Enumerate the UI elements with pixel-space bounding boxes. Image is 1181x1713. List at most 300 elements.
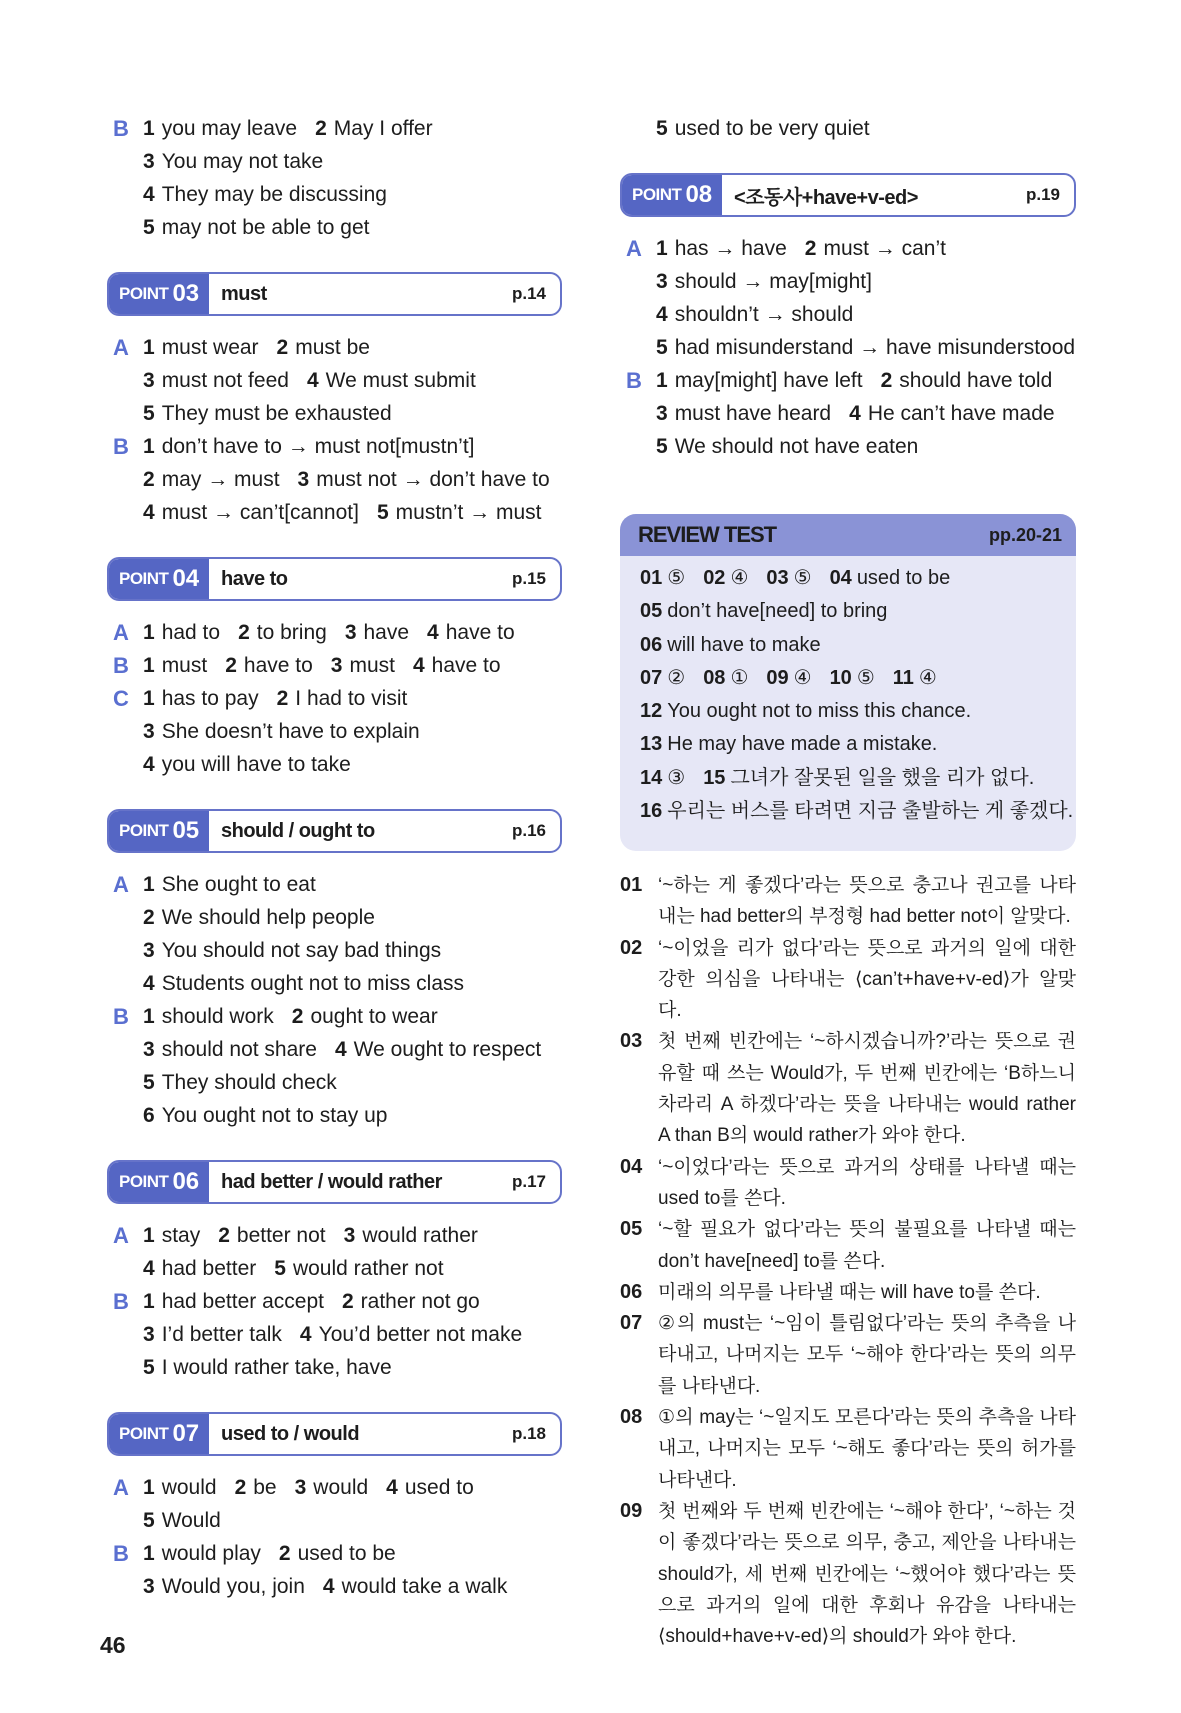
answer-number: 3: [344, 621, 357, 644]
answer-number: 3: [143, 1323, 155, 1346]
explanation-text: ‘~이었을 리가 없다’라는 뜻으로 과거의 일에 대한 강한 의심을 나타내는 ⟨can’t+have+v-ed⟩가 알맞다.: [658, 937, 1076, 1022]
answer-item: [335, 1038, 541, 1061]
answer-item: [143, 216, 370, 239]
explanation-number: 09: [620, 1499, 643, 1522]
explanation-number: 06: [620, 1280, 643, 1303]
review-answer: [640, 600, 887, 622]
answer-text: We should help people: [161, 906, 375, 929]
answer-item: [298, 468, 550, 491]
answer-number: 3: [143, 939, 155, 962]
review-test-box: [620, 514, 1076, 851]
answer-text: We must submit: [325, 369, 476, 392]
answer-text: They should check: [161, 1071, 337, 1094]
answer-text: would: [161, 1476, 217, 1499]
explanation-item: [620, 1152, 1076, 1215]
review-test-answers: [620, 556, 1076, 828]
answer-text: He can’t have made: [867, 402, 1055, 425]
answer-item: [218, 1224, 325, 1247]
answer-item: [143, 1071, 337, 1094]
answer-item: [143, 117, 297, 140]
review-number: 01: [640, 567, 663, 589]
review-row: [640, 695, 1076, 728]
answer-text: to bring: [256, 621, 327, 644]
answer-line: [107, 1099, 562, 1132]
explanation-item: [620, 1496, 1076, 1652]
explanation-text: 첫 번째와 두 번째 빈칸에는 ‘~해야 한다’, ‘~하는 것이 좋겠다’라는 뜻으로 의무, 충고, 제안을 나타내는 should가, 세 번째 빈칸에는 ‘~했어야 했다’라는 뜻으로 과거의 일에 대한 후회나 유감을 나타내는 ⟨should+have+v-ed⟩의 should가 와야 한다.: [658, 1500, 1076, 1648]
point-header: [107, 1160, 562, 1204]
explanation-text: ‘~하는 게 좋겠다’라는 뜻으로 충고나 권고를 나타내는 had better의 부정형 had better not이 알맞다.: [658, 875, 1076, 928]
answer-text: We ought to respect: [353, 1038, 542, 1061]
answer-item: [315, 117, 433, 140]
answer-text: must have heard: [674, 402, 832, 425]
review-answer: [766, 567, 811, 589]
review-row: [640, 762, 1076, 795]
answer-text: Would you, join: [161, 1575, 305, 1598]
section-letter: B: [113, 116, 129, 141]
point-page: p.18: [511, 1424, 546, 1443]
point-page: p.14: [511, 284, 546, 303]
review-number: 10: [829, 666, 852, 689]
answer-item: [656, 303, 853, 326]
answer-text: would: [313, 1476, 369, 1499]
answer-item: [377, 501, 542, 524]
answer-number: 2: [291, 1005, 304, 1028]
point-badge: [622, 175, 722, 215]
answer-line: [620, 397, 1076, 430]
answer-number: 1: [143, 1476, 155, 1499]
answer-line: [107, 1537, 562, 1570]
answer-text: have to: [445, 621, 515, 644]
point-title: have to: [221, 567, 288, 590]
answer-line: [107, 1252, 562, 1285]
answer-text: You ought not to stay up: [161, 1104, 388, 1127]
review-text: He may have made a mistake.: [667, 733, 938, 756]
explanation-item: [620, 1308, 1076, 1402]
point-title: used to / would: [221, 1422, 360, 1445]
answer-text: you may leave: [161, 117, 298, 140]
review-answer: [893, 667, 937, 689]
answer-item: [295, 1476, 369, 1499]
review-number: 15: [703, 766, 726, 789]
answer-item: [143, 402, 392, 425]
answer-item: [143, 1290, 324, 1313]
review-answer: [766, 667, 811, 689]
explanation-item: [620, 1214, 1076, 1277]
point-badge: [109, 559, 209, 599]
answer-number: 1: [143, 621, 155, 644]
answer-item: [331, 654, 395, 677]
answer-text: better not: [236, 1224, 326, 1247]
answer-number: 2: [880, 369, 893, 392]
answer-text: had better accept: [161, 1290, 324, 1313]
point-title: should / ought to: [221, 819, 375, 842]
review-number: 08: [703, 666, 726, 689]
answer-line: [107, 682, 562, 715]
answer-number: 4: [849, 402, 861, 425]
answer-group: [107, 616, 562, 649]
review-text: 우리는 버스를 타려면 지금 출발하는 게 좋겠다.: [667, 800, 1074, 823]
answer-number: 3: [143, 1038, 155, 1061]
answer-item: [274, 1257, 443, 1280]
point-label: POINT: [119, 1424, 169, 1443]
answer-number: 5: [143, 1509, 155, 1532]
answer-item: [345, 621, 409, 644]
answer-text: She ought to eat: [161, 873, 316, 896]
review-test-title: REVIEW TEST: [638, 522, 777, 547]
answer-line: [107, 1066, 562, 1099]
answer-text: shouldn’t → should: [674, 303, 854, 326]
answer-text: You should not say bad things: [161, 939, 442, 962]
answer-number: 2: [341, 1290, 354, 1313]
answer-line: [107, 1351, 562, 1384]
answer-number: 4: [427, 621, 439, 644]
explanation-text: 미래의 의무를 나타낼 때는 will have to를 쓴다.: [658, 1281, 1041, 1303]
answer-number: 1: [143, 117, 155, 140]
section-letter: A: [113, 620, 129, 645]
answer-line: [107, 748, 562, 781]
left-column: [107, 112, 562, 1631]
answer-item: [143, 1257, 256, 1280]
answer-text: must not feed: [161, 369, 289, 392]
review-text: ④: [793, 666, 812, 689]
review-answer: [830, 667, 875, 689]
answer-text: have to: [431, 654, 501, 677]
answer-item: [143, 1575, 305, 1598]
answer-line: [107, 1285, 562, 1318]
answer-number: 3: [330, 654, 343, 677]
point-label: POINT: [119, 284, 169, 303]
answer-text: Students ought not to miss class: [161, 972, 465, 995]
answer-item: [143, 753, 351, 776]
answer-text: They may be discussing: [161, 183, 387, 206]
answer-number: 5: [274, 1257, 286, 1280]
answer-group: [107, 1219, 562, 1285]
answer-number: 1: [656, 237, 668, 260]
answer-line: [107, 649, 562, 682]
answer-line: [107, 364, 562, 397]
answer-text: I had to visit: [295, 687, 408, 710]
review-number: 16: [640, 800, 663, 823]
answer-item: [300, 1323, 522, 1346]
answer-group: [107, 1537, 562, 1603]
answer-number: 4: [322, 1575, 335, 1598]
review-row: [640, 629, 1076, 662]
answer-text: may[might] have left: [674, 369, 863, 392]
review-text: ②: [667, 666, 686, 689]
answer-item: [143, 1005, 274, 1028]
answer-text: be: [253, 1476, 277, 1499]
explanation-item: [620, 1277, 1076, 1308]
answer-text: must: [349, 654, 395, 677]
answer-number: 1: [143, 687, 155, 710]
answer-item: [143, 906, 375, 929]
answer-text: had misunderstand → have misunderstood: [674, 336, 1076, 359]
review-answer: [640, 700, 971, 722]
section-letter: C: [113, 686, 129, 711]
section-letter: A: [113, 872, 129, 897]
answer-text: used to be very quiet: [674, 117, 870, 140]
point-label: POINT: [632, 185, 682, 204]
review-answer: [640, 733, 937, 755]
answer-text: has to pay: [161, 687, 259, 710]
answer-text: You may not take: [161, 150, 324, 173]
review-number: 09: [766, 666, 789, 689]
point-badge: [109, 811, 209, 851]
answer-number: 1: [143, 336, 155, 359]
review-number: 13: [640, 733, 663, 756]
answer-item: [143, 873, 316, 896]
answer-item: [143, 1224, 200, 1247]
answer-item: [143, 687, 259, 710]
answer-text: would rather not: [292, 1257, 444, 1280]
answer-text: Would: [161, 1509, 221, 1532]
section-letter: B: [113, 434, 129, 459]
point-header: [107, 809, 562, 853]
answer-number: 5: [143, 1356, 155, 1379]
point-badge: [109, 1162, 209, 1202]
answer-number: 2: [276, 687, 289, 710]
answer-text: don’t have to → must not[mustn’t]: [161, 435, 475, 458]
answer-item: [279, 1542, 396, 1565]
point-number: 03: [172, 280, 200, 307]
answer-number: 3: [294, 1476, 307, 1499]
section-letter: B: [113, 1004, 129, 1029]
answer-item: [143, 1356, 392, 1379]
explanation-text: ‘~이었다’라는 뜻으로 과거의 상태를 나타낼 때는 used to를 쓴다.: [658, 1156, 1076, 1209]
answer-group: [107, 1000, 562, 1132]
answer-number: 4: [299, 1323, 312, 1346]
answer-line: [107, 868, 562, 901]
point-title: must: [221, 282, 267, 305]
review-answer: [640, 800, 1073, 822]
explanation-number: 03: [620, 1030, 643, 1053]
point-header: [107, 272, 562, 316]
answer-number: 1: [143, 1005, 155, 1028]
answer-line: [107, 1504, 562, 1537]
review-text: You ought not to miss this chance.: [667, 700, 972, 723]
answer-line: [107, 463, 562, 496]
answer-text: used to: [404, 1476, 474, 1499]
point-title: had better / would rather: [221, 1170, 442, 1193]
answer-item: [849, 402, 1054, 425]
answer-item: [143, 1038, 317, 1061]
answer-text: She doesn’t have to explain: [161, 720, 420, 743]
section-letter: A: [113, 1223, 129, 1248]
answer-text: have: [363, 621, 410, 644]
page-number: 46: [100, 1632, 126, 1658]
explanation-item: [620, 1402, 1076, 1496]
answer-item: [277, 687, 408, 710]
answer-text: must → can’t: [823, 237, 946, 260]
answer-number: 4: [143, 972, 155, 995]
explanation-item: [620, 870, 1076, 933]
answer-number: 3: [143, 150, 155, 173]
answer-number: 3: [143, 369, 155, 392]
review-number: 03: [766, 567, 789, 589]
answer-group: [107, 1471, 562, 1537]
answer-number: 3: [297, 468, 310, 491]
review-text: ④: [730, 567, 749, 589]
answer-item: [143, 1104, 387, 1127]
answer-item: [656, 336, 1075, 359]
point-number: 04: [172, 565, 200, 592]
answer-number: 2: [278, 1542, 291, 1565]
answer-number: 5: [656, 336, 668, 359]
section-letter: B: [113, 653, 129, 678]
answer-group: [107, 112, 562, 244]
review-row: [640, 562, 1076, 595]
answer-line: [107, 616, 562, 649]
explanations: [620, 870, 1076, 1652]
review-row: [640, 595, 1076, 628]
answer-item: [143, 1323, 282, 1346]
answer-number: 4: [334, 1038, 347, 1061]
answer-number: 1: [143, 873, 155, 896]
answer-text: had to: [161, 621, 221, 644]
answer-text: had better: [161, 1257, 257, 1280]
answer-text: should → may[might]: [674, 270, 872, 293]
answer-item: [235, 1476, 277, 1499]
answer-text: used to be: [297, 1542, 396, 1565]
review-text: ④: [918, 666, 937, 689]
answer-item: [238, 621, 327, 644]
explanation-number: 05: [620, 1218, 643, 1241]
answer-item: [143, 720, 420, 743]
answer-line: [107, 145, 562, 178]
review-test-header: [620, 514, 1076, 556]
answer-text: should not share: [161, 1038, 317, 1061]
answer-item: [277, 336, 370, 359]
answer-text: you will have to take: [161, 753, 351, 776]
review-row: [640, 728, 1076, 761]
answer-line: [107, 1033, 562, 1066]
answer-line: [107, 1219, 562, 1252]
point-page: p.16: [511, 821, 546, 840]
review-answer: [703, 767, 1034, 789]
answer-number: 4: [306, 369, 319, 392]
answer-number: 2: [218, 1224, 230, 1247]
point-header: [107, 1412, 562, 1456]
review-number: 02: [703, 567, 726, 589]
point-page: p.19: [1025, 185, 1060, 204]
review-answer: [640, 634, 821, 656]
answer-line: [107, 112, 562, 145]
answer-number: 2: [238, 621, 250, 644]
review-number: 04: [829, 567, 852, 589]
answer-number: 1: [143, 435, 155, 458]
review-answer: [830, 567, 951, 589]
explanation-text: ①의 may는 ‘~일지도 모른다’라는 뜻의 추측을 나타내고, 나머지는 모두 ‘~해도 좋다’라는 뜻의 허가를 나타낸다.: [658, 1407, 1076, 1491]
answer-number: 4: [143, 501, 155, 524]
review-row: [640, 662, 1076, 695]
answer-item: [342, 1290, 480, 1313]
review-answer: [703, 667, 748, 689]
answer-number: 4: [143, 183, 155, 206]
answer-text: would rather: [362, 1224, 478, 1247]
answer-text: may → must: [161, 468, 280, 491]
point-page: p.15: [511, 569, 546, 588]
review-text: will have to make: [667, 633, 821, 656]
answer-number: 1: [143, 1224, 155, 1247]
point-header: [620, 173, 1076, 217]
point-page: p.17: [511, 1172, 546, 1191]
answer-item: [143, 150, 323, 173]
review-text: ①: [730, 666, 749, 689]
answer-item: [656, 270, 872, 293]
review-answer: [640, 667, 685, 689]
answer-text: May I offer: [333, 117, 433, 140]
answer-item: [656, 237, 787, 260]
review-text: 그녀가 잘못된 일을 했을 리가 없다.: [730, 766, 1035, 789]
answer-text: should have told: [899, 369, 1053, 392]
answer-group: [107, 682, 562, 781]
review-number: 11: [892, 666, 914, 689]
answer-number: 5: [656, 435, 668, 458]
section-letter: A: [626, 236, 642, 261]
answer-number: 4: [143, 753, 155, 776]
answer-item: [323, 1575, 507, 1598]
answer-number: 3: [343, 1224, 356, 1247]
answer-text: would play: [161, 1542, 261, 1565]
answer-line: [620, 265, 1076, 298]
section-letter: A: [113, 335, 129, 360]
answer-group: [107, 649, 562, 682]
review-row: [640, 795, 1076, 828]
answer-line: [107, 715, 562, 748]
explanation-item: [620, 933, 1076, 1027]
section-letter: B: [626, 368, 642, 393]
right-column: [620, 112, 1076, 491]
answer-item: [143, 336, 259, 359]
answer-text: We should not have eaten: [674, 435, 919, 458]
answer-item: [143, 939, 441, 962]
review-text: don’t have[need] to bring: [667, 600, 888, 623]
explanation-item: [620, 1026, 1076, 1151]
answer-group: [107, 1285, 562, 1384]
answer-item: [656, 435, 918, 458]
answer-number: 3: [656, 402, 668, 425]
answer-number: 2: [143, 468, 155, 491]
answer-item: [143, 1509, 221, 1532]
answer-item: [427, 621, 515, 644]
explanation-number: 08: [620, 1406, 643, 1429]
answer-number: 4: [143, 1257, 155, 1280]
answer-text: They must be exhausted: [161, 402, 392, 425]
answer-number: 5: [143, 1071, 155, 1094]
answer-line: [107, 901, 562, 934]
answer-line: [107, 1318, 562, 1351]
answer-number: 1: [143, 1542, 155, 1565]
answer-item: [143, 183, 387, 206]
answer-number: 2: [143, 906, 155, 929]
answer-line: [107, 496, 562, 529]
answer-number: 3: [143, 720, 155, 743]
review-answer: [640, 767, 685, 789]
answer-group: [107, 331, 562, 430]
answer-group: [620, 112, 1076, 145]
answer-text: stay: [161, 1224, 201, 1247]
point-label: POINT: [119, 569, 169, 588]
section-letter: A: [113, 1475, 129, 1500]
answer-text: must → can’t[cannot]: [161, 501, 359, 524]
answer-text: have to: [243, 654, 313, 677]
review-answer: [703, 567, 748, 589]
explanation-text: 첫 번째 빈칸에는 ‘~하시겠습니까?’라는 뜻으로 권유할 때 쓰는 Would가, 두 번째 빈칸에는 ‘B하느니 차라리 A 하겠다’라는 뜻을 나타내는 would rather A than B의 would rather가 와야 한다.: [658, 1031, 1076, 1147]
answer-item: [656, 402, 831, 425]
review-number: 07: [640, 666, 663, 689]
answer-number: 2: [234, 1476, 247, 1499]
answer-number: 2: [804, 237, 817, 260]
